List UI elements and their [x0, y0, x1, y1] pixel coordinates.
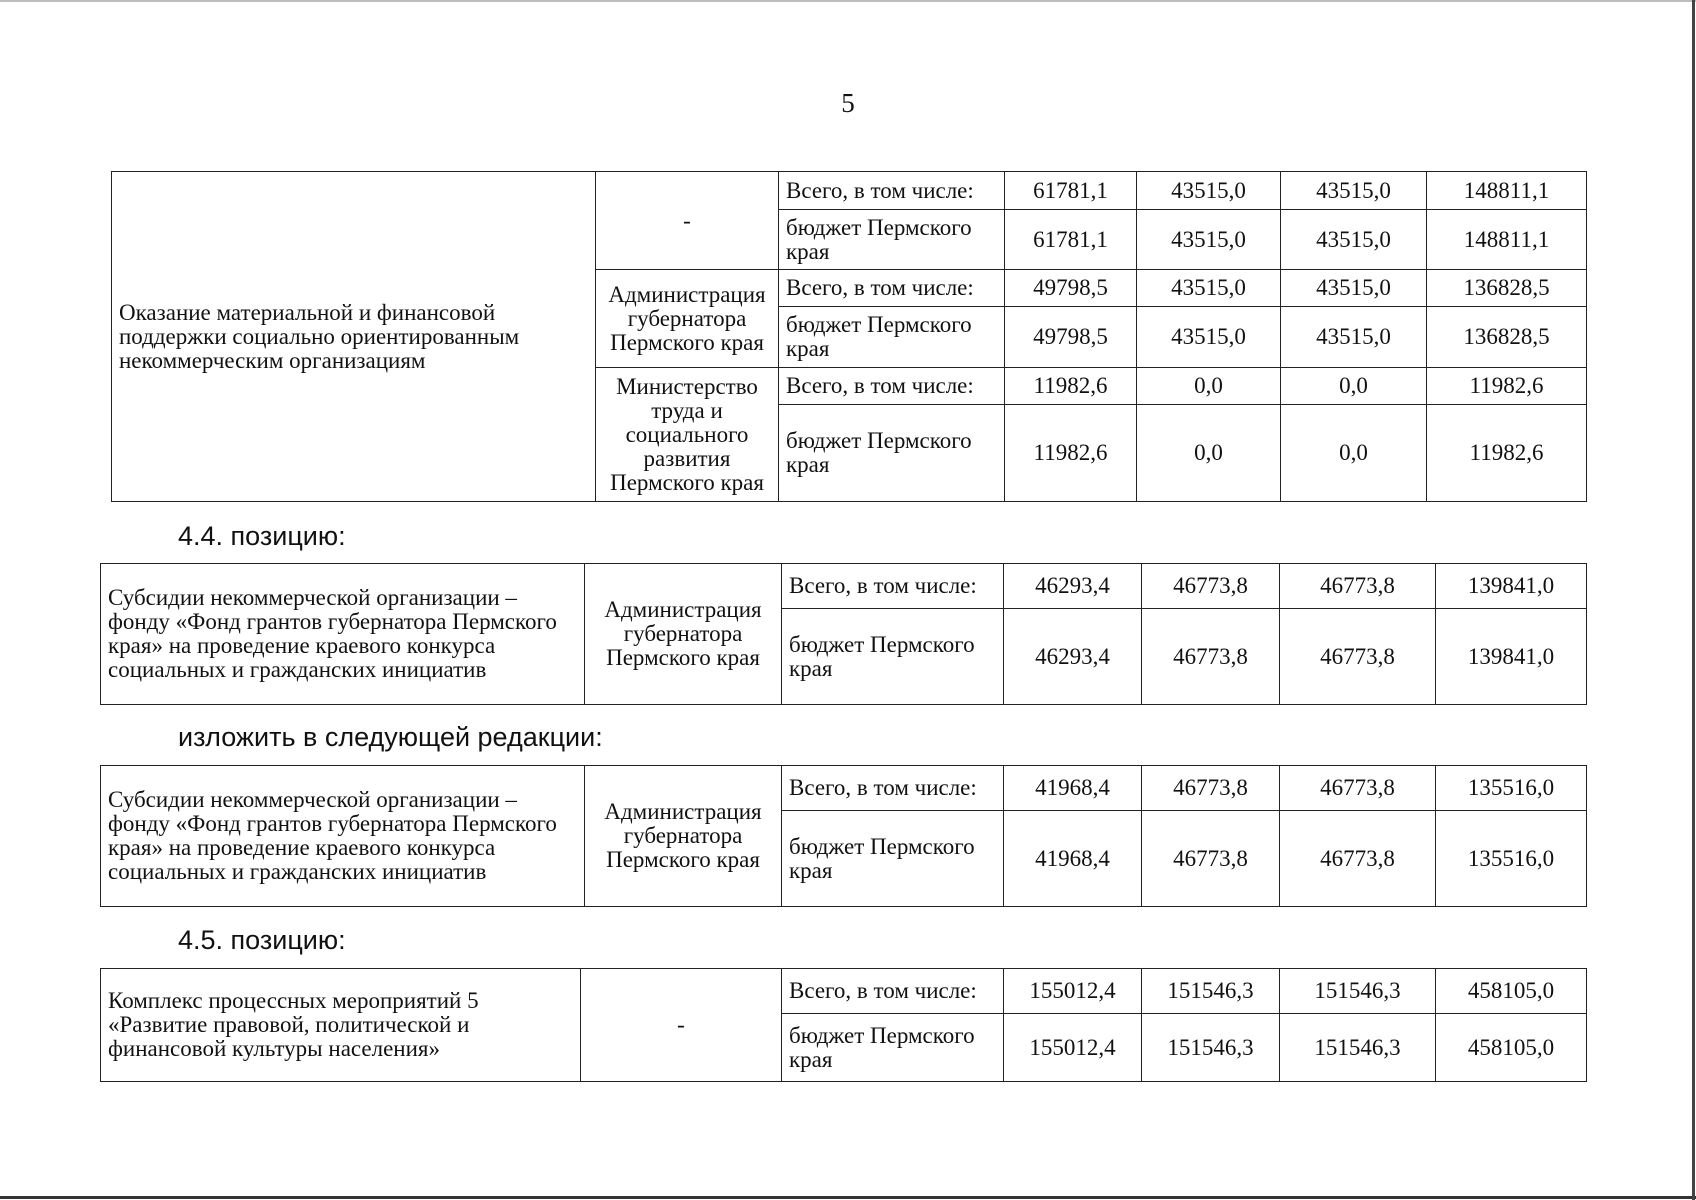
value-cell: 49798,5: [1005, 270, 1137, 307]
activity-name: Комплекс процессных мероприятий 5 «Развитие правовой, политической и финансовой культуры населения»: [101, 969, 581, 1082]
table-row: [101, 564, 1587, 609]
table-legal-culture: [100, 968, 1587, 1082]
value-cell: 11982,6: [1005, 405, 1137, 502]
value-cell: 46773,8: [1280, 766, 1436, 811]
value-cell: 61781,1: [1005, 210, 1137, 270]
value-cell: 43515,0: [1137, 307, 1281, 368]
value-cell: 151546,3: [1142, 969, 1280, 1014]
value-cell: 135516,0: [1436, 766, 1587, 811]
value-cell: 139841,0: [1436, 609, 1587, 705]
section-heading-edit: изложить в следующей редакции:: [178, 722, 603, 752]
value-cell: 46773,8: [1280, 609, 1436, 705]
source-total: Всего, в том числе:: [779, 172, 1005, 210]
source-total: Всего, в том числе:: [782, 766, 1004, 811]
section-heading-4-5: 4.5. позицию:: [178, 925, 346, 955]
source-total: Всего, в том числе:: [779, 270, 1005, 307]
value-cell: 46293,4: [1004, 564, 1142, 609]
table-row: [101, 969, 1587, 1014]
activity-name: Субсидии некоммерческой организации – фонду «Фонд грантов губернатора Пермского края» на проведение краевого конкурса социальных и гражданских инициатив: [101, 564, 585, 705]
table-grants-new: [100, 765, 1587, 907]
page-number: 5: [841, 88, 855, 118]
value-cell: 11982,6: [1427, 405, 1587, 502]
source-total: Всего, в том числе:: [782, 564, 1004, 609]
value-cell: 458105,0: [1436, 1014, 1587, 1082]
value-cell: 458105,0: [1436, 969, 1587, 1014]
value-cell: 148811,1: [1427, 172, 1587, 210]
value-cell: 151546,3: [1280, 969, 1436, 1014]
table-row: [112, 172, 1587, 210]
value-cell: 136828,5: [1427, 270, 1587, 307]
value-cell: 155012,4: [1004, 1014, 1142, 1082]
value-cell: 0,0: [1281, 368, 1427, 405]
source-total: Всего, в том числе:: [782, 969, 1004, 1014]
value-cell: 43515,0: [1281, 307, 1427, 368]
value-cell: 43515,0: [1281, 270, 1427, 307]
scan-bottom-edge: [0, 1196, 1696, 1199]
activity-name: Оказание материальной и финансовой поддержки социально ориентированным некоммерческим организациям: [112, 172, 596, 502]
admin-cell: Администрация губернатора Пермского края: [596, 270, 779, 368]
source-budget: бюджет Пермского края: [782, 609, 1004, 705]
value-cell: 46773,8: [1142, 609, 1280, 705]
value-cell: 46773,8: [1142, 766, 1280, 811]
value-cell: 46773,8: [1142, 564, 1280, 609]
value-cell: 135516,0: [1436, 811, 1587, 907]
table-grants-old: [100, 563, 1587, 705]
value-cell: 155012,4: [1004, 969, 1142, 1014]
value-cell: 148811,1: [1427, 210, 1587, 270]
scan-top-edge: [0, 0, 1696, 2]
source-budget: бюджет Пермского края: [782, 1014, 1004, 1082]
value-cell: 43515,0: [1281, 172, 1427, 210]
source-budget: бюджет Пермского края: [782, 811, 1004, 907]
source-total: Всего, в том числе:: [779, 368, 1005, 405]
value-cell: 151546,3: [1142, 1014, 1280, 1082]
admin-cell: Министерство труда и социального развития Пермского края: [596, 368, 779, 502]
value-cell: 46773,8: [1280, 564, 1436, 609]
value-cell: 0,0: [1137, 405, 1281, 502]
value-cell: 46773,8: [1280, 811, 1436, 907]
value-cell: 11982,6: [1005, 368, 1137, 405]
source-budget: бюджет Пермского края: [779, 210, 1005, 270]
admin-cell: -: [596, 172, 779, 270]
admin-cell: Администрация губернатора Пермского края: [585, 766, 782, 907]
admin-cell: Администрация губернатора Пермского края: [585, 564, 782, 705]
value-cell: 43515,0: [1137, 210, 1281, 270]
source-budget: бюджет Пермского края: [779, 307, 1005, 368]
activity-name: Субсидии некоммерческой организации – фонду «Фонд грантов губернатора Пермского края» на проведение краевого конкурса социальных и гражданских инициатив: [101, 766, 585, 907]
value-cell: 136828,5: [1427, 307, 1587, 368]
value-cell: 46293,4: [1004, 609, 1142, 705]
value-cell: 61781,1: [1005, 172, 1137, 210]
value-cell: 0,0: [1281, 405, 1427, 502]
value-cell: 139841,0: [1436, 564, 1587, 609]
value-cell: 46773,8: [1142, 811, 1280, 907]
scan-right-edge: [1692, 0, 1695, 1200]
value-cell: 43515,0: [1281, 210, 1427, 270]
table-social-support: [111, 171, 1587, 502]
value-cell: 41968,4: [1004, 811, 1142, 907]
value-cell: 0,0: [1137, 368, 1281, 405]
value-cell: 151546,3: [1280, 1014, 1436, 1082]
value-cell: 43515,0: [1137, 270, 1281, 307]
value-cell: 41968,4: [1004, 766, 1142, 811]
value-cell: 49798,5: [1005, 307, 1137, 368]
admin-cell: -: [581, 969, 782, 1082]
table-row: [101, 766, 1587, 811]
value-cell: 11982,6: [1427, 368, 1587, 405]
source-budget: бюджет Пермского края: [779, 405, 1005, 502]
section-heading-4-4: 4.4. позицию:: [178, 521, 346, 551]
value-cell: 43515,0: [1137, 172, 1281, 210]
